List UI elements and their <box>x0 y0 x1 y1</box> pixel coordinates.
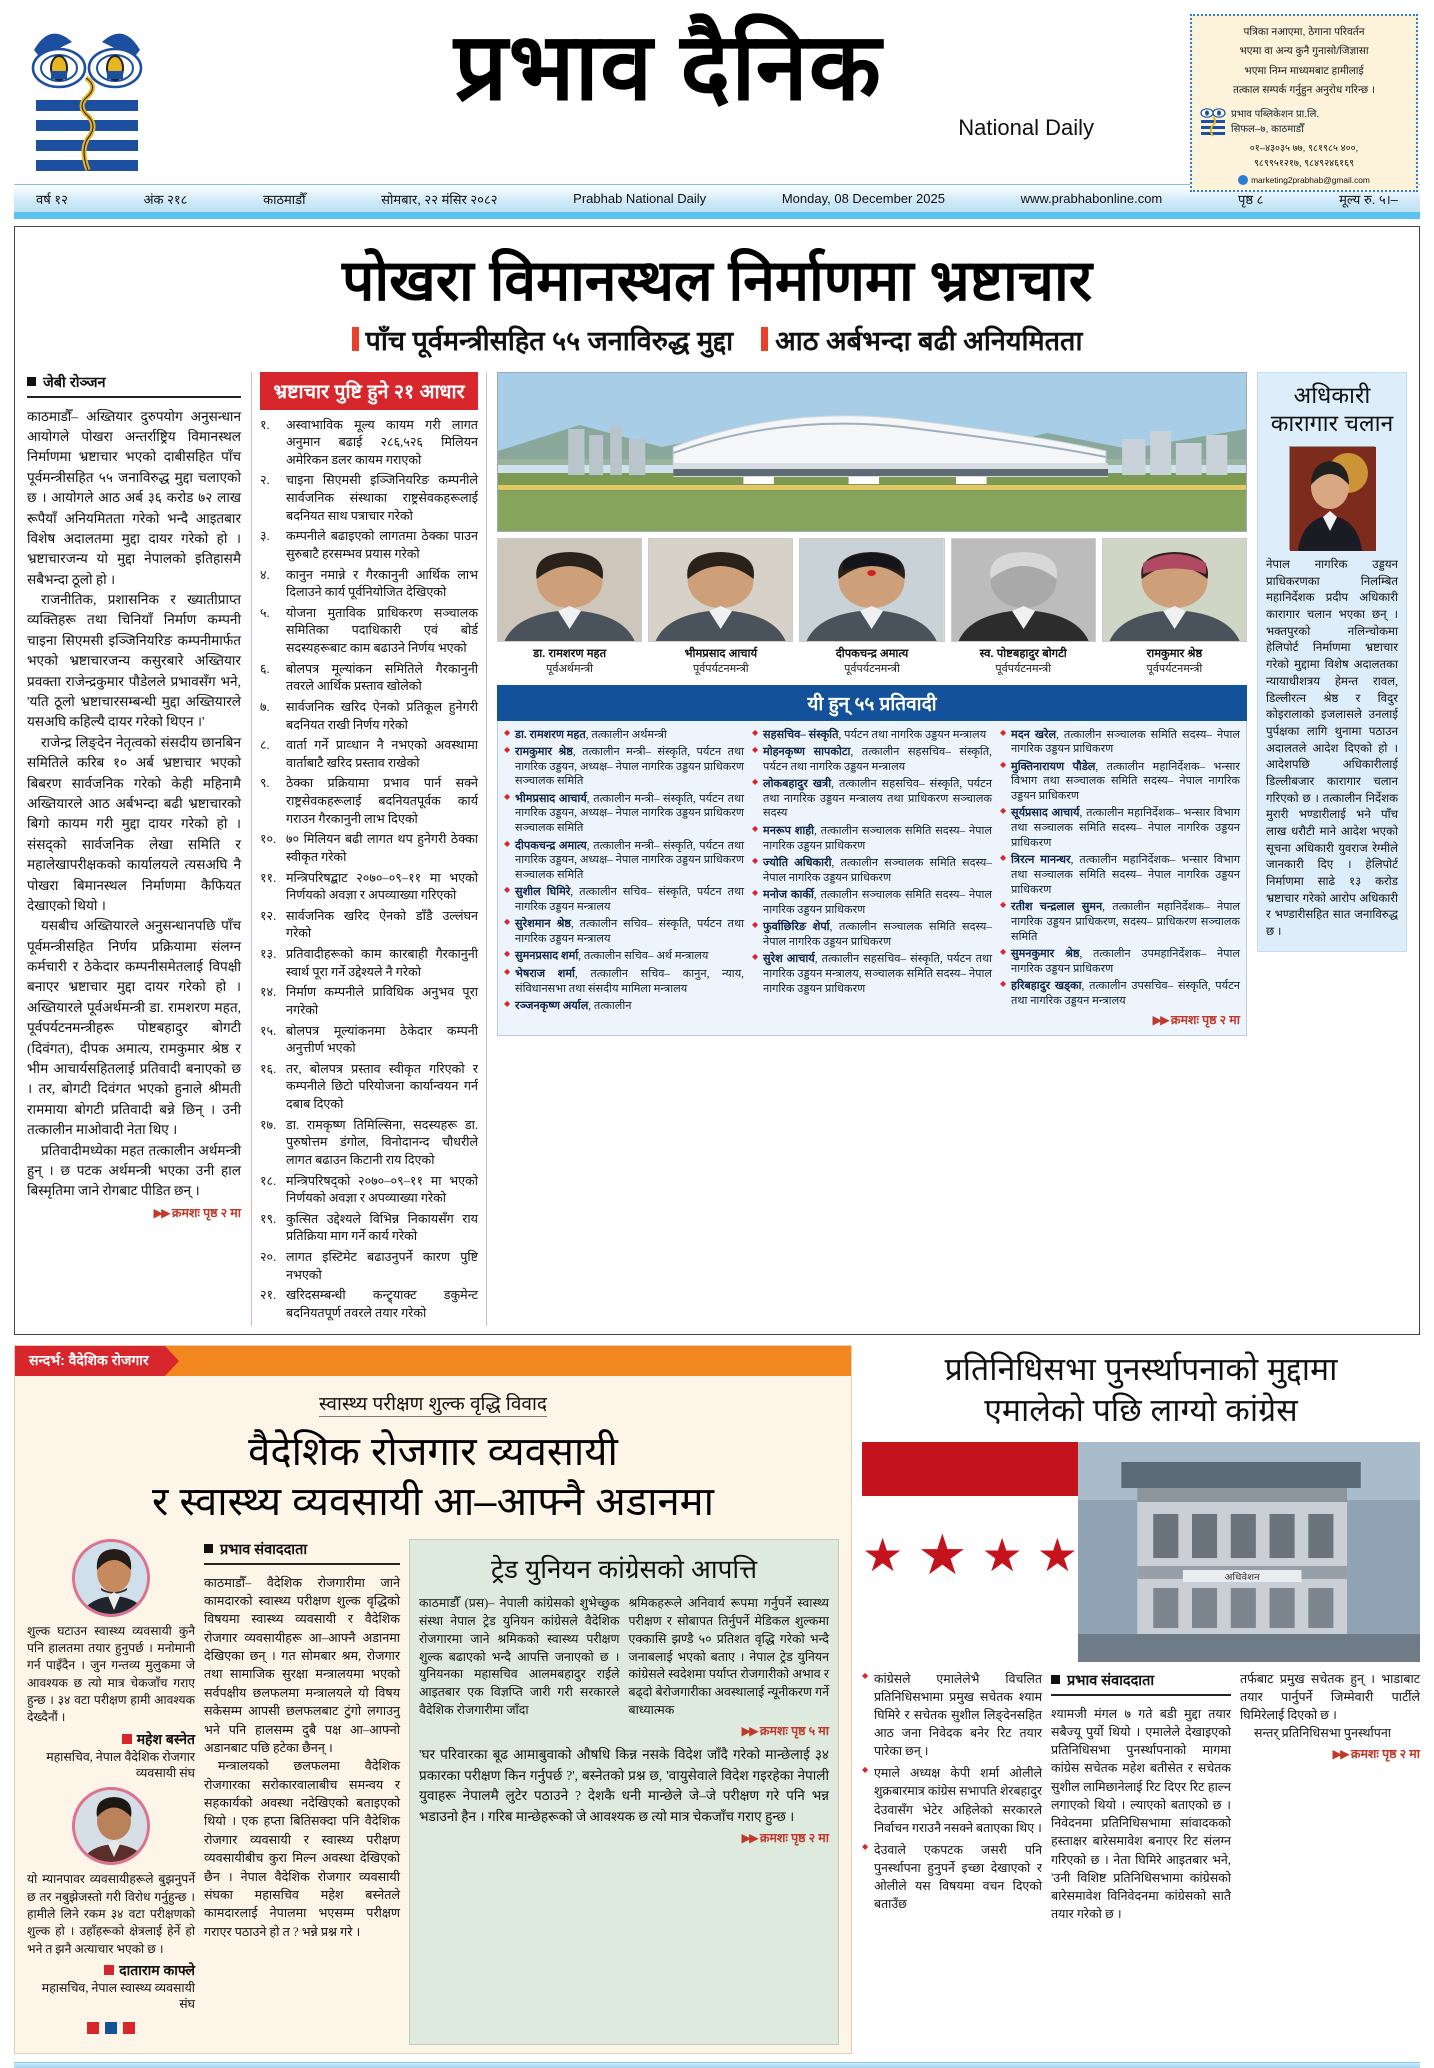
star-icon: ★ <box>917 1524 968 1587</box>
lead-headline: पोखरा विमानस्थल निर्माणमा भ्रष्टाचार <box>341 249 1093 313</box>
grounds-item-text: सार्वजनिक खरिद ऐनको डाँडै उल्लंघन गरेको <box>286 908 478 941</box>
grounds-item-number: १०. <box>260 832 277 847</box>
date-nepali: सोमबार, २२ मंसिर २०८२ <box>381 191 498 207</box>
grounds-item-text: कुत्सित उद्देश्यले विभिन्न निकायसँग राय प्रतिक्रिया माग गर्ने कार्य गरेको <box>286 1211 478 1244</box>
grounds-item <box>260 605 478 658</box>
grounds-item-text: लागत इस्टिमेट बढाउनुपर्ने कारण पुष्टि नभएको <box>286 1250 478 1282</box>
grounds-item <box>260 1117 478 1170</box>
grounds-item-text: तर, बोलपत्र प्रस्ताव स्वीकृत गरिएको र कम्पनीले छिटो परियोजना कार्यान्वयन गर्न दबाब दिएको <box>286 1061 478 1112</box>
lead-story-box <box>14 226 1420 1335</box>
trade-union-col-2: श्रमिकहरूले अनिवार्य रूपमा गर्नुपर्ने स्वास्थ्य परीक्षण र सोबापत तिर्नुपर्ने मेडिकल शुल्कमा एक्कासि झण्डै ५० प्रतिशत वृद्धि गरेको भन्दै जनाबलाई भएको बताए । नेपाल ट्रेड युनियन कांग्रेसले स्वदेशमा पर्याप्त रोजगारीको अभाव र बढ्दो बेरोजगारीका अवस्थालाई न्यूनीकरण गर्ने बाध्यात्मक <box>628 1595 829 1718</box>
section2-text-column <box>204 1539 400 2045</box>
grounds-item <box>260 567 478 602</box>
section3-headline-line-1: प्रतिनिधिसभा पुनर्स्थापनाको मुद्दामा <box>944 1350 1338 1387</box>
quote-role-1: महासचिव, नेपाल वैदेशिक रोजगार व्यवसायी संघ <box>46 1749 195 1780</box>
publisher-phone-2: ९८९९५१२१७, ९८४९२४६१६९ <box>1253 158 1355 170</box>
grounds-item <box>260 737 478 772</box>
grounds-item-text: मन्त्रिपरिषद्को २०७०–०९–११ मा भएको निर्णयको अवज्ञा र अपव्याख्या गरेको <box>286 1173 478 1206</box>
jump-arrow-icon: ▶▶ <box>741 1724 757 1739</box>
grounds-item-number: ११. <box>260 870 277 885</box>
quote-name-1: महेश बस्नेत <box>27 1730 195 1749</box>
foreign-employment-package <box>14 1345 852 2054</box>
defendant-name: मनरूप शाही <box>763 824 815 837</box>
section3-jump-text: क्रमशः पृष्ठ २ मा <box>1350 1746 1420 1761</box>
defendant-role: , तत्कालीन उपसचिव– संस्कृति, पर्यटन तथा नागरिक उड्डयन मन्त्रालय <box>1011 980 1240 1007</box>
grounds-item-number: १७. <box>260 1117 277 1132</box>
grounds-item-text: चाइना सिएमसी इञ्जिनियरिङ कम्पनीले सार्वजनिक संस्थाका राष्ट्रसेवकहरूलाई बदनियत साथ पत्राचार गरेको <box>286 473 478 523</box>
defendant-name: फुर्वाछिरिङ शेर्पा <box>763 920 830 933</box>
minister-photo <box>648 538 793 676</box>
defendant-item <box>504 792 744 836</box>
lead-body <box>27 407 241 1223</box>
grounds-item-number: ४. <box>260 567 270 582</box>
notice-line-4: तत्काल सम्पर्क गर्नुहुन अनुरोध गरिन्छ । <box>1232 84 1376 96</box>
grounds-item <box>260 417 478 470</box>
grounds-item-text: ठेक्का प्रक्रियामा प्रभाव पार्न सक्ने राष्ट्रसेवकहरूलाई बदनियतपूर्वक कार्य गराउन गैरकानुनी लाभ दिएको <box>286 776 478 826</box>
defendant-item <box>504 728 744 743</box>
grounds-item-text: कानुन नमान्ने र गैरकानुनी आर्थिक लाभ दिलाउने कार्य पूर्वनियोजित देखिएको <box>286 567 478 600</box>
paper-name-english: Prabhab National Daily <box>573 191 707 206</box>
trade-union-title: ट्रेड युनियन कांग्रेसको आपत्ति <box>490 1553 758 1584</box>
jump-arrow-icon: ▶▶ <box>153 1205 169 1220</box>
defendant-item <box>504 745 744 789</box>
quote-block-2 <box>27 1787 195 2038</box>
minister-role: पूर्वपर्यटनमन्त्री <box>995 662 1052 675</box>
star-icon: ★ <box>862 1529 904 1581</box>
grounds-column <box>251 372 487 1326</box>
defendant-name: मदन खरेल <box>1011 728 1057 741</box>
minister-photo <box>799 538 944 676</box>
grounds-item-text: प्रतिवादीहरूको काम कारबाही गैरकानुनी स्वार्थ पूरा गर्ने उद्देश्यले नै गरेको <box>286 947 478 979</box>
flag-red-bar <box>862 1442 1078 1496</box>
defendant-name: सूर्यप्रसाद आचार्य <box>1011 807 1080 820</box>
minister-role: पूर्वपर्यटनमन्त्री <box>844 662 900 675</box>
place-label: काठमाडौँ <box>263 191 306 207</box>
defendant-name: सुमनकुमार श्रेष्ठ <box>1011 947 1080 960</box>
grounds-item <box>260 472 478 525</box>
defendant-name: ज्योति अधिकारी <box>763 856 832 869</box>
grounds-item-number: १३. <box>260 947 277 962</box>
section3-para-1: तर्फबाट प्रमुख सचेतक हुन् । भाडाबाट तयार पार्नुपर्ने जिम्मेवारी पार्टीले घिमिरेलाई दिएको छ । <box>1240 1671 1420 1723</box>
trade-union-jump-text: क्रमशः पृष्ठ ५ मा <box>759 1724 829 1739</box>
grounds-item-number: २१. <box>260 1288 277 1303</box>
defendant-role: , तत्कालीन उपमहानिर्देशक– नेपाल नागरिक उड्डयन प्राधिकरण <box>1011 947 1240 975</box>
minister-role: पूर्वपर्यटनमन्त्री <box>1146 662 1203 675</box>
grounds-item-text: निर्माण कम्पनीले प्राविधिक अनुभव पूरा नगरेको <box>286 985 478 1017</box>
lead-media-column <box>497 372 1247 1037</box>
grounds-item <box>260 1061 478 1114</box>
defendant-item <box>1000 806 1240 850</box>
minister-role: पूर्वअर्थमन्त्री <box>546 662 594 675</box>
lead-kicker-1: पाँच पूर्वमन्त्रीसहित ५५ जनाविरुद्ध मुद्दा <box>352 321 734 358</box>
lead-para-2: राजनीतिक, प्रशासनिक र ख्यातीप्राप्त व्यक्तिहरू तथा चिनियाँ निर्माण कम्पनी चाइना सिएमसी इञ्जिनियरिङ कम्पनीमार्फत भएको भ्रष्टाचारजन्य कसुरबारे अख्तियार प्रवक्ता राजेन्द्रकुमार पौडेलले प्रभावसँग भने, 'यति ठूलो भ्रष्टाचारसम्बन्धी मुद्दा अख्तियारले यसअघि कहिल्यै दायर गरेको थिएन ।' <box>27 592 241 730</box>
minister-photo <box>497 538 642 676</box>
lead-jump-text: क्रमशः पृष्ठ २ मा <box>171 1205 241 1220</box>
grounds-item-text: मन्त्रिपरिषद्बाट २०७०–०९–११ मा भएको निर्णयको अवज्ञा र अपव्याख्या गरिएको <box>286 870 478 903</box>
minister-photo-row <box>497 538 1247 676</box>
section2-jumpline[interactable] <box>419 1829 829 1848</box>
grounds-list <box>260 417 478 1323</box>
section2-columns <box>15 1539 851 2045</box>
defendant-item <box>1000 979 1240 1009</box>
lead-para-1: काठमाडौँ– अख्तियार दुरुपयोग अनुसन्धान आयोगले पोखरा अन्तर्राष्ट्रिय विमानस्थल निर्माणमा भ्रष्टाचार भएको दाबीसहित पाँच पूर्वमन्त्रीसहित ५५ जनाविरुद्ध मुद्दा चलाएको छ । आयोगले आठ अर्ब ३६ करोड ७२ लाख रूपैयाँ अनियमितता गरेको भन्दै आइतबार विशेष अदालतमा मुद्दा दायर गरेको हो । भ्रष्टाचारजन्य यो मुद्दा नेपालको इतिहासमै सबैभन्दा ठूलो हो । <box>27 408 241 587</box>
quote-name-2: दाताराम काफ्ले <box>27 1961 195 1980</box>
lead-kicker-2: आठ अर्बभन्दा बढी अनियमितता <box>761 321 1082 358</box>
defendant-role: , तत्कालीन सञ्चालक समिति सदस्य– नेपाल नागरिक उड्डयन प्राधिकरण <box>763 856 992 884</box>
defendant-name: मोहनकृष्ण सापकोटा <box>763 745 851 758</box>
defendant-role: , तत्कालीन सञ्चालक समिति सदस्य– नेपाल नागरिक उड्डयन प्राधिकरण <box>763 824 992 852</box>
lead-para-5: प्रतिवादीमध्येका महत तत्कालीन अर्थमन्त्री हुन् । छ पटक अर्थमन्त्री भएका उनी हाल बिस्मृतिमा जाने रोगबाट पीडित छन् । <box>27 1142 241 1199</box>
lead-para-4: यसबीच अख्तियारले अनुसन्धानपछि पाँच पूर्वमन्त्रीसहित निर्णय प्रक्रियामा संलग्न कर्मचारी र ठेकेदार कम्पनीसमेतलाई विपक्षी बनाएर भ्रष्टाचार मुद्दा दायर गरेको हो । अख्तियारले पूर्वअर्थमन्त्री डा. रामशरण महत, पूर्वपर्यटनमन्त्रीहरू पोष्टबहादुर बोगटी (दिवंगत), दीपक अमात्य, रामकुमार श्रेष्ठ र भीम आचार्यसहितलाई प्रतिवादी बनाएको छ । तर, बोगटी दिवंगत भएको हुनाले श्रीमती राममाया बोगटी प्रतिवादी बन्ने छिन् । उनी तत्कालीन माओवादी नेता थिए । <box>27 918 241 1138</box>
minister-portrait <box>648 538 793 642</box>
grounds-item-text: डा. रामकृष्ण तिमिल्सिना, सदस्यहरू डा. पुरुषोत्तम डंगोल, विनोदानन्द चौधरीले लागत बढाउन किटानी राय दिएको <box>286 1117 478 1167</box>
defendant-item <box>504 839 744 883</box>
star-icon: ★ <box>1036 1529 1078 1581</box>
notice-line-3: भएमा निम्न माध्यमबाट हामीलाई <box>1244 65 1364 77</box>
defendant-item <box>752 728 992 743</box>
grounds-item-number: १८. <box>260 1173 277 1188</box>
grounds-item-text: सार्वजनिक खरिद ऐनको प्रतिकूल हुनेगरी बदनियत राखी निर्णय गरेको <box>286 699 478 732</box>
jump-arrow-icon: ▶▶ <box>1332 1746 1348 1761</box>
defendant-name: भेषराज शर्मा <box>515 967 575 980</box>
star-icon: ★ <box>981 1529 1023 1581</box>
minister-portrait <box>1102 538 1247 642</box>
section2-para-3: 'घर परिवारका बूढ आमाबुवाको औषधि किन्न नसके विदेश जाँदै गरेको मान्छेलाई ३४ प्रकारका परीक्षण किन गर्नुपर्छ ?', बस्नेतको प्रश्न छ, 'वायुसेवाले विदेश गइरहेका नेपाली युवाहरू नेपालमै लुटेर पठाउने ? देशकै धनी मान्छेले जे–जे परीक्षण गरे पनि भन्न भडाउनो हैन । गरिब मान्छेहरूको जे आवश्यक छ त्यो मात्र चेकजाँच गराए हुन्छ । <box>419 1747 829 1824</box>
paper-title: प्रभाव दैनिक <box>454 14 882 119</box>
lead-text-column <box>27 372 241 1223</box>
defendant-item <box>504 967 744 997</box>
email-icon <box>1238 175 1248 185</box>
defendant-name: सुशील घिमिरे <box>515 886 571 899</box>
section3-bullet-2: ◆ एमाले अध्यक्ष केपी शर्मा ओलीले शुक्रबारमात्र कांग्रेस सभापति शेरबहादुर देउवासँग भेटेर अहिलेको सरकारले निर्वाचन गराउनै नसक्ने बताएका थिए । <box>862 1764 1042 1836</box>
defendants-column-2 <box>752 728 992 997</box>
lead-grid <box>27 372 1407 1326</box>
minister-name: स्व. पोष्टबहादुर बोगटी <box>979 647 1067 660</box>
defendant-item <box>752 745 992 775</box>
lead-jumpline[interactable] <box>27 1204 241 1223</box>
grounds-item <box>260 984 478 1019</box>
date-english: Monday, 08 December 2025 <box>781 191 945 206</box>
grounds-item-number: ९. <box>260 776 270 791</box>
rail-column <box>1257 372 1407 952</box>
defendant-item <box>752 952 992 996</box>
defendants-jumpline[interactable] <box>1000 1011 1240 1028</box>
minister-photo <box>1102 538 1247 676</box>
defendant-name: रञ्जनकृष्ण अर्याल <box>515 999 589 1012</box>
parliament-building-photo <box>1078 1442 1420 1662</box>
grounds-item-text: खरिदसम्बन्धी कन्ट्र्याक्ट डकुमेन्ट बदनियतपूर्ण तवरले तयार गरेको <box>286 1288 478 1320</box>
decorative-squares <box>27 2021 195 2039</box>
grounds-item-text: योजना मुताविक प्राधिकरण सञ्चालक समितिका पदाधिकारी एवं बोर्ड सदस्यहरूबाट काम बढाउने निर्णय भएको <box>286 605 478 656</box>
minister-role: पूर्वपर्यटनमन्त्री <box>692 662 749 675</box>
publisher-phone-1: ०१–४३०३५ ७७, ९८१९८५ ४००, <box>1249 143 1359 154</box>
jump-arrow-icon: ▶▶ <box>741 1831 757 1845</box>
minister-name: दीपकचन्द्र अमात्य <box>835 647 909 660</box>
trade-union-col-1: काठमाडौँ (प्रस)– नेपाली कांग्रेसको शुभेच्छुक संस्था नेपाल ट्रेड युनियन कांग्रेसले वैदेशिक रोजगारमा जाने श्रमिकको स्वास्थ्य परीक्षण शुल्क बढाएको भन्दै आपत्ति जनाएको छ । युनियनका महासचिव आलमबहादुर राईले आइतबार एक विज्ञप्ति जारी गरी सरकारले वैदेशिक रोजगारीमा जाँदा <box>419 1595 620 1718</box>
minister-name: रामकुमार श्रेष्ठ <box>1146 647 1203 660</box>
defendant-role: , तत्कालीन अर्थमन्त्री <box>585 728 667 741</box>
grounds-item-number: १२. <box>260 908 277 923</box>
defendant-item <box>752 824 992 854</box>
buddha-eyes-small-icon <box>1200 107 1226 137</box>
section2-kicker: स्वास्थ्य परीक्षण शुल्क वृद्धि विवाद <box>319 1390 547 1417</box>
official-portrait <box>1289 446 1375 550</box>
defendant-name: मनोज कार्की <box>763 888 814 901</box>
minister-photo <box>951 538 1096 676</box>
defendant-item <box>504 917 744 947</box>
notice-line-2: भएमा वा अन्य कुनै गुनासो/जिज्ञासा <box>1239 46 1369 58</box>
defendant-name: हरिबहादुर खड्का <box>1011 980 1082 993</box>
section3-media <box>862 1442 1420 1662</box>
page-count: पृष्ठ ८ <box>1237 191 1264 207</box>
avatar <box>72 1787 150 1865</box>
rail-heading-line-1: अधिकारी <box>1293 381 1371 408</box>
defendant-item <box>504 949 744 964</box>
defendant-item <box>1000 728 1240 758</box>
buddha-eyes-icon <box>28 16 146 176</box>
section2-para-2: मन्त्रालयको छलफलमा वैदेशिक रोजगारका सरोकारवालाबीच समन्वय र सहकार्यको अवस्था नदेखिएको बताइएको थियो । एक हप्ता बितिसक्दा पनि वैदेशिक रोजगार व्यवसायी र स्वास्थ्य परीक्षण व्यवसायीबीच कुरा मिल्न अवस्था देखिएको छैन । नेपाल वैदेशिक रोजगार व्यवसायी संघका महासचिव महेश बस्नेतले कामदारलाई नेपालमा भएसम्म परीक्षण गराएर पठाउने हो त ? भन्ने प्रश्न गरे । <box>204 1759 400 1939</box>
masthead <box>14 10 1420 185</box>
defendants-column-3 <box>1000 728 1240 1009</box>
svg-text:अधिवेशन: अधिवेशन <box>1224 1572 1260 1583</box>
defendant-role: , तत्कालीन महानिर्देशक– नेपाल नागरिक उड्डयन प्राधिकरण, सदस्य– प्राधिकरण सञ्चालक समिति <box>1011 901 1240 943</box>
section3-para-3: सन्तर् प्रतिनिधिसभा पुनर्स्थापना <box>1254 1726 1391 1741</box>
defendant-role: , तत्कालीन सहसचिव– संस्कृति, पर्यटन तथा नागरिक उड्डयन मन्त्रालय तथा प्राधिकरण सञ्चालक सदस्य <box>763 777 993 820</box>
section-ribbon-tag: सन्दर्भ: वैदेशिक रोजगार <box>15 1346 165 1376</box>
defendant-role: , तत्कालीन महानिर्देशक– भन्सार विभाग तथा सञ्चालक समिति सदस्य– नेपाल नागरिक उड्डयन प्राधिकरण <box>1011 760 1240 803</box>
lead-byline: जेबी रोञ्जन <box>27 372 241 398</box>
grounds-item-number: २०. <box>260 1250 277 1265</box>
avatar <box>72 1539 150 1617</box>
grounds-item <box>260 699 478 734</box>
defendant-role: , तत्कालीन महानिर्देशक– भन्सार विभाग तथा सञ्चालक समिति सदस्य– नेपाल नागरिक उड्डयन प्राधिकरण <box>1011 854 1240 896</box>
notice-line-1: पत्रिका नआएमा, ठेगाना परिवर्तन <box>1243 27 1365 38</box>
grounds-item-text: वार्ता गर्ने प्राव्धान नै नभएको अवस्थामा वार्ताबाटै खरिद प्रस्ताव राखेको <box>286 738 478 770</box>
airport-photo <box>497 372 1247 532</box>
defendant-role: , तत्कालीन सहसचिव– संस्कृति, पर्यटन तथा नागरिक उड्डयन मन्त्रालय, सञ्चालक समिति सदस्य– नेपाल नागरिक उड्डयन प्राधिकरण <box>763 952 992 995</box>
grounds-item-text: ७० मिलियन बढी लागत थप हुनेगरी ठेक्का स्वीकृत गरेको <box>286 832 478 864</box>
defendant-name: मुक्तिनारायण पौडेल <box>1011 760 1096 773</box>
lead-para-3: राजेन्द्र लिङ्देन नेतृत्वको संसदीय छानबिन समितिले करिब १० अर्ब भ्रष्टाचार भएको बिबरण सार्वजनिक गरेको केही महिनामै अख्तियारले आठ अर्बभन्दा बढी भ्रष्टाचारको बिगो कायम गरी मुद्दा दायर गरेको हो । संसद्को सार्वजनिक लेखा समिति र महालेखापरीक्षकको कार्यालयले त्यसअघि नै पोखरा बिमानस्थल निर्माणमा कैफियत देखाएको थियो । <box>27 734 241 913</box>
defendant-name: सहसचिव– संस्कृति <box>763 728 839 741</box>
rail-body: नेपाल नागरिक उड्डयन प्राधिकरणका निलम्बित महानिर्देशक प्रदीप अधिकारी कारागार चलान भएका छन् । भक्तपुरको नलिन्चोकमा हेलिपोर्ट निर्माणमा भ्रष्टाचार गरेको मुद्दामा विशेष अदालतका न्यायाधीशत्रय हेमन्त रावल, डिल्लीरत्न श्रेष्ठ र विदुर कोइरालाको इजलासले उनलाई पुर्पक्षका लागि थुनामा पठाउन अदालतले आदेश दिएको हो । आदेशपछि अधिकारीलाई डिल्लीबजार कारागार चलान गरिएको छ । तत्कालीन निर्देशक मुरारी भण्डारीलाई भने पाँच लाख धरौटी माने आदेश भएको सूचना अधिकारी युवराज रेग्मीले जानकारी दिए । हेलिपोर्ट निर्माणमा साढे १३ करोड भ्रष्टाचार गरेको आरोप अधिकारी र भण्डारीसहित सात जनाविरुद्ध छ । <box>1266 558 1398 939</box>
grounds-item <box>260 661 478 696</box>
defendant-name: सुरेशमान श्रेष्ठ <box>515 918 571 931</box>
publisher-email: marketing2prabhab@gmail.com <box>1251 174 1370 185</box>
section2-headline-line-2: र स्वास्थ्य व्यवसायी आ–आफ्नै अडानमा <box>152 1479 714 1524</box>
publisher-block <box>1200 107 1408 137</box>
defendant-item <box>504 885 744 915</box>
defendant-role: , तत्कालीन महानिर्देशक– भन्सार विभाग तथा सञ्चालक समिति सदस्य– नेपाल नागरिक उड्डयन प्राधिकरण <box>1011 807 1240 850</box>
grounds-item <box>260 775 478 828</box>
grounds-item-number: ६. <box>260 661 270 676</box>
section2-byline: प्रभाव संवाददाता <box>204 1539 400 1565</box>
minister-portrait <box>951 538 1096 642</box>
grounds-item <box>260 528 478 563</box>
section3-headline-line-2: एमालेको पछि लाग्यो कांग्रेस <box>984 1392 1298 1429</box>
defendant-name: रतीश चन्द्रलाल सुमन <box>1011 901 1103 914</box>
defendants-title: यी हुन् ५५ प्रतिवादी <box>497 685 1247 721</box>
publisher-address: सिफल–७, काठमाडौँ <box>1231 124 1304 135</box>
parliament-package <box>862 1345 1420 1924</box>
section2-jump-text: क्रमशः पृष्ठ २ मा <box>759 1831 829 1845</box>
volume-label: वर्ष १२ <box>36 191 68 207</box>
trade-union-box <box>409 1539 839 2045</box>
defendant-item <box>1000 853 1240 897</box>
minister-name: डा. रामशरण महत <box>533 647 607 660</box>
defendant-item <box>752 777 992 821</box>
grounds-item <box>260 1173 478 1208</box>
defendant-role: , तत्कालीन मन्त्री– संस्कृति, पर्यटन तथा नागरिक उड्डयन, अध्यक्ष– नेपाल नागरिक उड्डयन प्राधिकरण सञ्चालक समिति <box>515 745 745 788</box>
defendant-item <box>504 999 744 1014</box>
defendant-role: , तत्कालीन मन्त्री– संस्कृति, पर्यटन तथा नागरिक उड्डयन, अध्यक्ष– नेपाल नागरिक उड्डयन प्राधिकरण सञ्चालक समिति <box>515 792 744 835</box>
price-label: मूल्य रु. ५।– <box>1339 191 1398 207</box>
publisher-name: प्रभाव पब्लिकेशन प्रा.लि. <box>1231 109 1320 120</box>
section3-bullet-3: ◆ देउवाले एकपटक जसरी पनि पुनर्स्थापना हुनुपर्ने इच्छा देखाएको र ओलीले यस विषयमा वचन दिएको बताउँछ <box>862 1841 1042 1913</box>
trade-union-jumpline[interactable] <box>629 1722 830 1739</box>
defendants-panel <box>497 721 1247 1037</box>
defendant-name: रामकुमार श्रेष्ठ <box>515 745 573 758</box>
defendant-role: , तत्कालीन सञ्चालक समिति सदस्य– नेपाल नागरिक उड्डयन प्राधिकरण <box>763 888 992 916</box>
quote-column <box>27 1539 195 2045</box>
defendant-name: सुरेश आचार्य <box>763 952 815 965</box>
website-url[interactable]: www.prabhabonline.com <box>1020 191 1163 206</box>
grounds-item-number: १५. <box>260 1023 277 1038</box>
section2-headline-line-1: वैदेशिक रोजगार व्यवसायी <box>248 1429 618 1474</box>
section3-text-column-2 <box>1240 1670 1420 1924</box>
quote-text-1: शुल्क घटाउन स्वास्थ्य व्यवसायी कुनै पनि हालतमा तयार हुनुपर्छ । मनोमानी गर्न पाइँदैन । जुन गन्तव्य मुलुकमा जे आवश्यक छ त्यो मात्र चेकजाँच गराए हुन्छ । ३४ वटा परीक्षण हामी आवश्यक देख्दैनौं । <box>27 1623 195 1725</box>
grounds-item <box>260 908 478 943</box>
section-ribbon <box>15 1346 851 1376</box>
infobar-divider <box>14 212 1420 219</box>
section3-bullet-1: ◆ कांग्रेसले एमालेलेभै विचलित प्रतिनिधिसभामा प्रमुख सचेतक श्याम घिमिरे र सचेतक सुशील लिङ्देनसहित आठ जना निवेदक बनेर रिट तयार पारेका छन् । <box>862 1670 1042 1761</box>
defendants-column-1 <box>504 728 744 1014</box>
defendant-item <box>752 888 992 918</box>
grounds-item-number: ५. <box>260 605 270 620</box>
grounds-item-number: ७. <box>260 699 270 714</box>
section3-bullets-column <box>862 1670 1042 1924</box>
defendant-role: , तत्कालीन सञ्चालक समिति सदस्य– नेपाल नागरिक उड्डयन प्राधिकरण <box>763 920 992 948</box>
rail-heading-line-2: कारागार चलान <box>1270 410 1394 437</box>
defendant-role: , तत्कालीन <box>588 999 632 1012</box>
grounds-item <box>260 1249 478 1284</box>
defendant-role: , तत्कालीन सहसचिव– संस्कृति, पर्यटन तथा नागरिक उड्डयन मन्त्रालय <box>763 745 992 773</box>
grounds-item-number: १६. <box>260 1061 277 1076</box>
quote-text-2: यो म्यानपावर व्यवसायीहरूले बुझनुपर्ने छ तर नबुझेजस्तो गरी विरोध गर्नुहुन्छ । हामीले लिने रकम ३४ वटा परीक्षणको शुल्क हो । उहाँहरूको क्षेत्रलाई हेर्ने हो भने त झनै अत्याचार भएको छ । <box>27 1872 195 1956</box>
defendant-item <box>1000 760 1240 804</box>
grounds-item <box>260 946 478 981</box>
defendant-name: भीमप्रसाद आचार्य <box>515 792 587 805</box>
grounds-item <box>260 1287 478 1322</box>
congress-flag <box>862 1442 1078 1662</box>
masthead-title-zone <box>146 10 1190 141</box>
minister-portrait <box>497 538 642 642</box>
quote-role-2: महासचिव, नेपाल स्वास्थ्य व्यवसायी संघ <box>41 1980 195 2012</box>
grounds-item-text: कम्पनीले बढाइएको लागतमा ठेक्का पाउन सुरुबाटै हरसम्भव प्रयास गरेको <box>286 529 478 561</box>
contact-notice-box <box>1190 14 1418 192</box>
lead-kickers <box>27 321 1407 358</box>
grounds-item-number: २. <box>260 473 270 488</box>
section3-text-column-1 <box>1051 1670 1231 1924</box>
defendant-name: त्रिरत्न मानन्धर <box>1011 854 1071 867</box>
grounds-item-number: १. <box>260 417 270 432</box>
defendant-role: , तत्कालीन सचिव– अर्थ मन्त्रालय <box>578 950 709 963</box>
defendant-role: , तत्कालीन सचिव– संस्कृति, पर्यटन तथा नागरिक उड्डयन मन्त्रालय <box>515 886 745 914</box>
section3-byline: प्रभाव संवाददाता <box>1051 1670 1231 1696</box>
lower-section <box>14 1345 1420 2054</box>
defendant-item <box>1000 900 1240 944</box>
defendant-role: , तत्कालीन सचिव– कानुन, न्याय, संविधानसभा तथा संसदीय मामिला मन्त्रालय <box>515 967 744 995</box>
section3-columns <box>862 1670 1420 1924</box>
section3-jumpline[interactable] <box>1240 1745 1420 1763</box>
grounds-item-text: बोलपत्र मूल्यांकन समितिले गैरकानुनी तवरले आर्थिक प्रस्ताव खोलेको <box>286 661 478 694</box>
grounds-item <box>260 1211 478 1246</box>
flag-stars <box>862 1496 1078 1616</box>
defendant-name: दीपकचन्द्र अमात्य <box>515 839 587 852</box>
grounds-item-number: ८. <box>260 738 270 753</box>
grounds-item-number: ३. <box>260 529 270 544</box>
grounds-item <box>260 831 478 866</box>
defendant-role: , पर्यटन तथा नागरिक उड्डयन मन्त्रालय <box>838 728 987 741</box>
defendants-jump-text: क्रमशः पृष्ठ २ मा <box>1170 1013 1240 1028</box>
grounds-item-number: १४. <box>260 985 277 1000</box>
defendant-name: सुमनप्रसाद शर्मा <box>515 950 579 963</box>
grounds-title: भ्रष्टाचार पुष्टि हुने २१ आधार <box>260 372 478 410</box>
section2-para-1: काठमाडौँ– वैदेशिक रोजगारीमा जाने कामदारको स्वास्थ्य परीक्षण शुल्क वृद्धिको विषयमा स्वास्थ्य व्यवसायी र वैदेशिक रोजगार व्यवसायीहरू आ–आफ्नै अडानमा देखिएका छन् । गत सोमबार श्रम, रोजगार तथा सामाजिक सुरक्षा मन्त्रालयमा भएको सर्वपक्षीय छलफलमा मन्त्रालयले यो विषय सकेसम्म आपसी छलफलबाट टुंगो लगाउनु भने पनि हालसम्म दुबै पक्ष आ–आफ्नो अडानबाट पछि हटेका छैनन् । <box>204 1575 400 1755</box>
grounds-item-number: १९. <box>260 1211 277 1226</box>
page-footer-rule <box>14 2062 1420 2068</box>
defendant-role: , तत्कालीन सचिव– संस्कृति, पर्यटन तथा नागरिक उड्डयन मन्त्रालय <box>515 918 744 946</box>
defendant-role: , तत्कालीन सञ्चालक समिति सदस्य– नेपाल नागरिक उड्डयन प्राधिकरण <box>1011 728 1240 756</box>
grounds-item <box>260 870 478 905</box>
defendant-name: लोकबहादुर खत्री <box>763 777 832 790</box>
grounds-item <box>260 1023 478 1058</box>
section3-para-2: श्यामजी मंगल ७ गते बडी मुद्दा तयार सबैज्यू पुर्याे थियो । एमालेले देखाइएको प्रतिनिधिसभा पुनर्स्थापनाको मागमा कांग्रेस सचेतक महेश बतीसेत र सचेतक सुशील लामिछानेलाई रिट दिएर रिट हाल्न लगाएको थियो । ल्याएको बताएको छ । निवेदनमा प्रतिनिधिसभामा सांवादकको हस्ताक्षर बारेसमावेश बनाएर रिट संलग्न गरिएको छ । नेता घिमिरे आइतबार भने, 'उनी विशिष्ट प्रतिनिधिसभामा कांग्रेसको बारेसमावेश विनिवेदनमा कांग्रेसको सातै तयार गरेको छ । <box>1051 1706 1231 1922</box>
defendant-item <box>1000 947 1240 977</box>
grounds-item-text: अस्वाभाविक मूल्य कायम गरी लागत अनुमान बढाई २८६,५२६ मिलियन अमेरिकन डलर कायम गराएको <box>286 417 478 467</box>
quote-block-1 <box>27 1539 195 1782</box>
defendant-name: डा. रामशरण महत <box>515 728 586 741</box>
publisher-email-row <box>1200 175 1408 185</box>
defendant-role: , तत्कालीन मन्त्री– संस्कृति, पर्यटन तथा नागरिक उड्डयन, अध्यक्ष– नेपाल नागरिक उड्डयन प्राधिकरण सञ्चालक समिति <box>515 839 745 882</box>
grounds-item-text: बोलपत्र मूल्यांकनमा ठेकेदार कम्पनी अनुत्तीर्ण भएको <box>286 1023 478 1056</box>
issue-label: अंक २१८ <box>143 191 188 207</box>
minister-name: भीमप्रसाद आचार्य <box>684 647 758 660</box>
jump-arrow-icon: ▶▶ <box>1152 1013 1168 1028</box>
minister-portrait <box>799 538 944 642</box>
defendant-item <box>752 920 992 950</box>
paper-subtitle: National Daily <box>958 114 1094 140</box>
defendant-item <box>752 856 992 886</box>
